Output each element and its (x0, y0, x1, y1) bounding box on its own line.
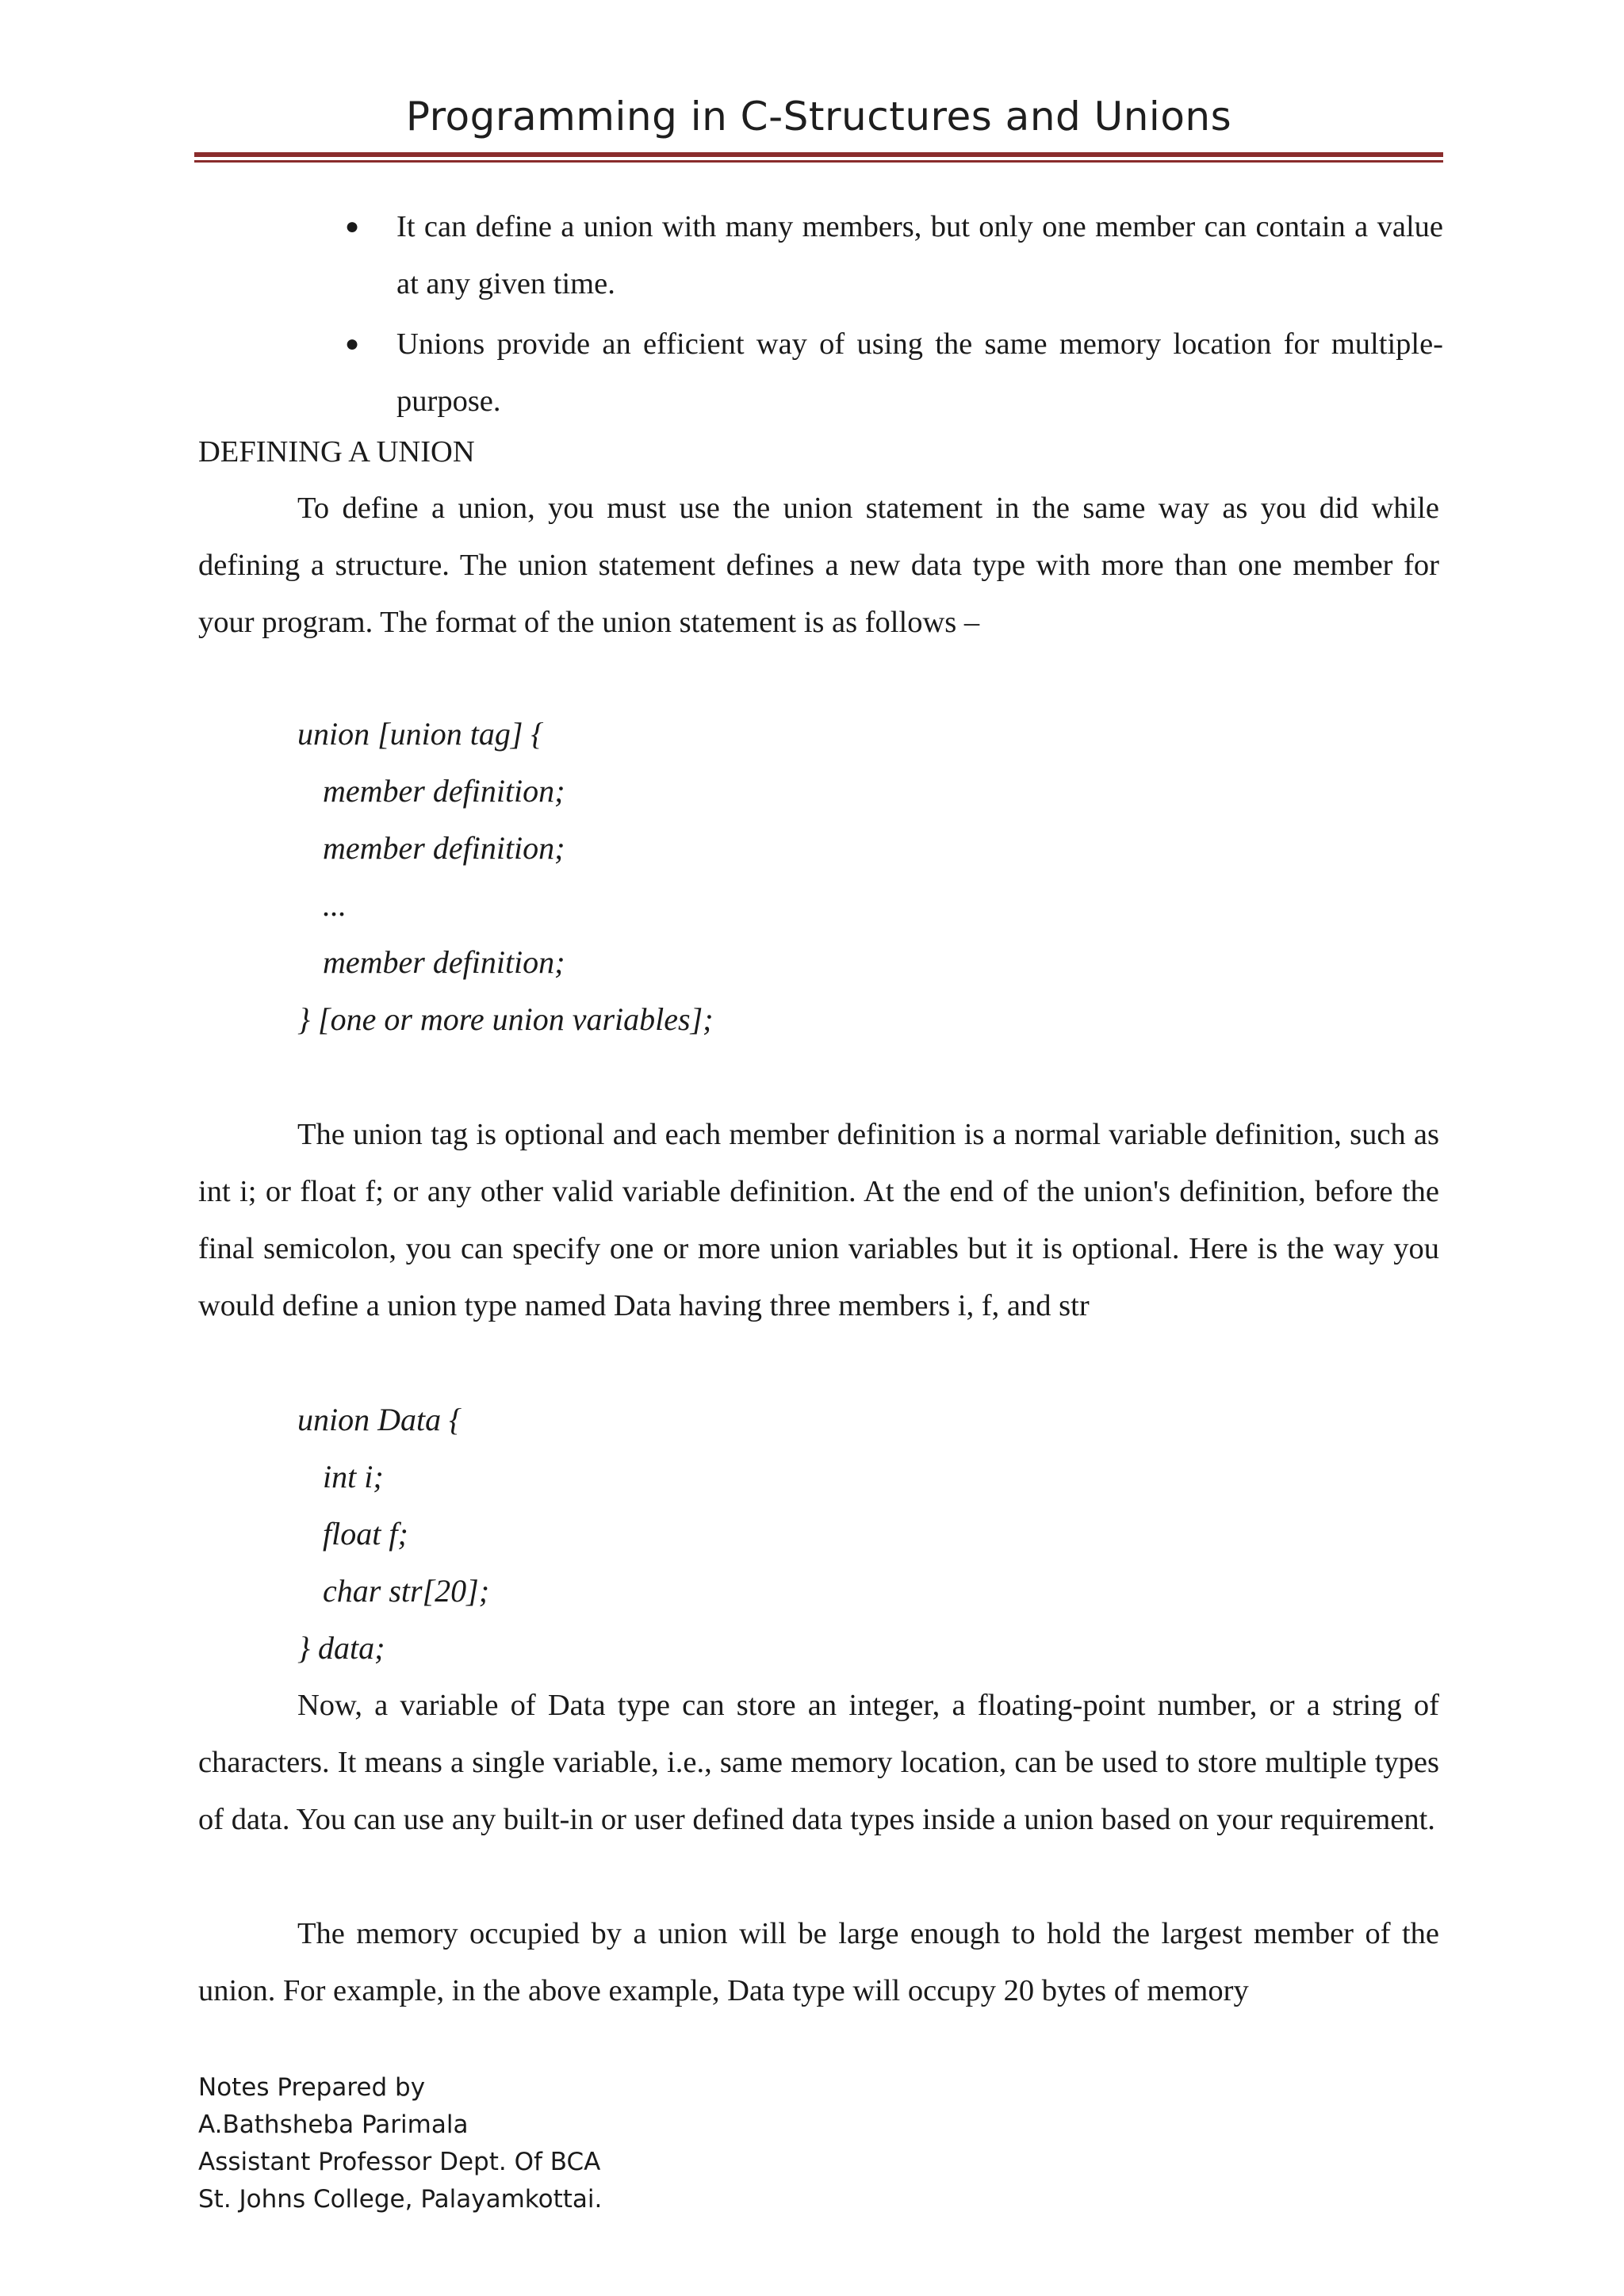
code-block-format (297, 706, 713, 1048)
section-heading: DEFINING A UNION (198, 435, 475, 469)
footer-line: A.Bathsheba Parimala (198, 2110, 469, 2139)
bullet-item (194, 316, 1443, 430)
paragraph-tag-explain: The union tag is optional and each member definition is a normal variable definition, such as int i; or float f; or any other valid variable definition. At the end of the union's definition, before the final semicolon, you can specify one or more union variables but it is optional. Here is the way you would define a union type named Data having three members i, f, and str (198, 1118, 1439, 1322)
footer-credits (198, 2069, 602, 2218)
footer-line: St. Johns College, Palayamkottai. (198, 2185, 603, 2214)
code-line: } data; (297, 1630, 385, 1666)
bullet-dot-icon: ● (345, 213, 360, 239)
bullet-item (194, 198, 1443, 312)
header-rule-thin (194, 160, 1443, 163)
code-block-example (297, 1391, 489, 1677)
paragraph-memory: The memory occupied by a union will be large enough to hold the largest member of the union. For example, in the above example, Data type will occupy 20 bytes of memory (198, 1917, 1439, 2007)
header-rule-thick (194, 152, 1443, 157)
bullet-dot-icon: ● (345, 331, 360, 357)
bullet-text: It can define a union with many members, but only one member can contain a value at any given time. (396, 210, 1443, 300)
code-line: int i; (323, 1459, 384, 1494)
page-header-title: Programming in C-Structures and Unions (405, 94, 1232, 140)
code-line: union [union tag] { (297, 716, 544, 752)
paragraph-intro: To define a union, you must use the union statement in the same way as you did while defining a structure. The union statement defines a new data type with more than one member for your program. The format of the union statement is as follows – (198, 492, 1439, 639)
bullet-text: Unions provide an efficient way of using the same memory location for multiple-purpose. (396, 327, 1443, 418)
footer-line: Notes Prepared by (198, 2073, 426, 2102)
code-line: member definition; (323, 944, 565, 980)
code-line: member definition; (323, 830, 565, 866)
paragraph-now-variable: Now, a variable of Data type can store an integer, a floating-point number, or a string of characters. It means a single variable, i.e., same memory location, can be used to store multiple types of data. You can use any built-in or user defined data types inside a union based on your requirement. (198, 1689, 1439, 1836)
code-line: float f; (323, 1516, 408, 1552)
bullet-list (194, 198, 1443, 430)
code-line: char str[20]; (323, 1573, 490, 1609)
code-line: ... (323, 887, 347, 923)
code-line: member definition; (323, 773, 565, 809)
code-line: } [one or more union variables]; (297, 1001, 714, 1037)
code-line: union Data { (297, 1402, 462, 1437)
footer-line: Assistant Professor Dept. Of BCA (198, 2148, 601, 2176)
